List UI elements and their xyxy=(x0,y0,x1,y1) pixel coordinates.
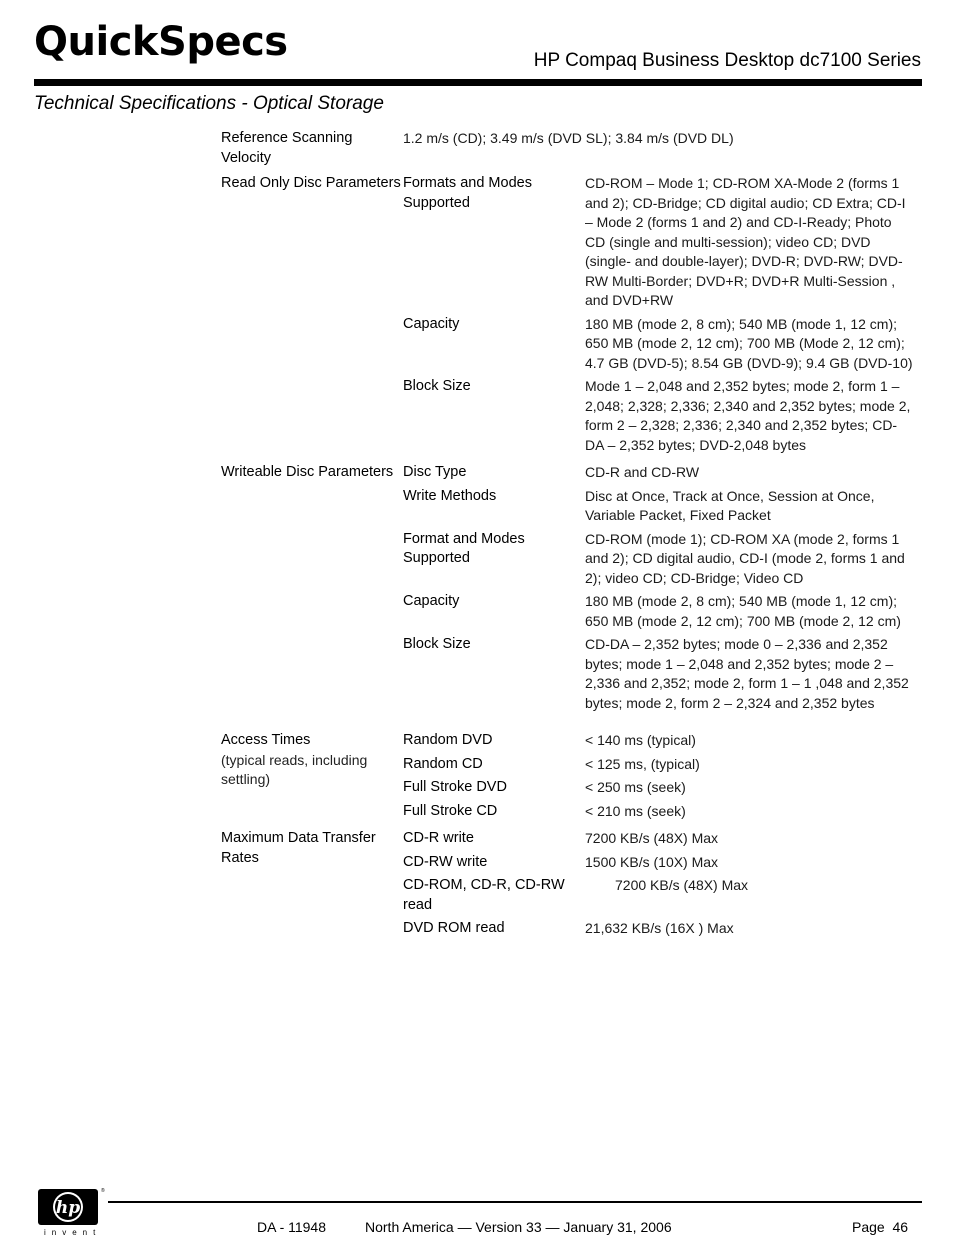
spec-value: < 250 ms (seek) xyxy=(585,779,686,795)
svg-text:hp: hp xyxy=(55,1198,81,1218)
spec-group-transfer-rates xyxy=(221,829,921,943)
spec-value: 7200 KB/s (48X) Max xyxy=(585,830,719,846)
spec-row xyxy=(403,919,921,939)
spec-value: CD-ROM (mode 1); CD-ROM XA (mode 2, forms 1 and 2); CD digital audio, CD-I (mode 2, forms 1 and 2); video CD; CD-Bridge; Video CD xyxy=(585,530,905,586)
spec-row xyxy=(403,778,921,798)
doc-version: North America — Version 33 — January 31, 2006 xyxy=(365,1219,672,1235)
spec-category: Writeable Disc Parameters xyxy=(221,464,394,480)
spec-row xyxy=(403,853,921,873)
spec-row xyxy=(403,592,921,631)
spec-label: Block Size xyxy=(403,636,471,652)
spec-row xyxy=(403,315,921,374)
spec-row xyxy=(403,802,921,822)
spec-value: < 125 ms, (typical) xyxy=(585,755,700,772)
spec-row xyxy=(403,487,921,526)
spec-label: Write Methods xyxy=(403,487,497,504)
spec-label: Block Size xyxy=(403,378,471,394)
spec-label: CD-RW write xyxy=(403,853,488,870)
header-rule xyxy=(34,79,922,86)
spec-label: Format and Modes Supported xyxy=(403,530,525,566)
spec-label: Capacity xyxy=(403,593,460,609)
footer-rule xyxy=(108,1201,922,1203)
spec-value: < 210 ms (seek) xyxy=(585,802,686,819)
spec-row xyxy=(403,377,921,455)
spec-value: 7200 KB/s (48X) Max xyxy=(615,877,749,893)
trademark-mark: ® xyxy=(101,1188,105,1194)
product-name: HP Compaq Business Desktop dc7100 Series xyxy=(533,50,921,71)
spec-value: 180 MB (mode 2, 8 cm); 540 MB (mode 1, 12 cm); 650 MB (mode 2, 12 cm); 700 MB (mode 2, 12 cm) xyxy=(585,593,901,629)
brand-title: QuickSpecs xyxy=(34,19,288,65)
spec-label: Disc Type xyxy=(403,464,467,480)
spec-category: Reference Scanning Velocity xyxy=(221,130,353,166)
spec-table xyxy=(221,129,921,947)
spec-value: 1.2 m/s (CD); 3.49 m/s (DVD SL); 3.84 m/s (DVD DL) xyxy=(403,130,734,146)
spec-label: Random DVD xyxy=(403,732,493,748)
spec-label: Full Stroke CD xyxy=(403,802,498,819)
spec-value: 180 MB (mode 2, 8 cm); 540 MB (mode 1, 12 cm); 650 MB (mode 2, 12 cm); 700 MB (Mode 2, 12 cm); 4.7 GB (DVD-5); 8.54 GB (DVD-9); 9.4 GB (DVD-10) xyxy=(585,315,913,371)
spec-row xyxy=(403,174,921,311)
spec-label: Full Stroke DVD xyxy=(403,779,507,795)
spec-label: DVD ROM read xyxy=(403,920,505,936)
spec-row xyxy=(403,463,921,483)
spec-row xyxy=(403,731,921,751)
hp-logo xyxy=(38,1189,98,1225)
spec-category xyxy=(221,731,403,790)
spec-row xyxy=(403,635,921,713)
logo-invent-text: invent xyxy=(44,1228,102,1237)
spec-category-label: Access Times xyxy=(221,732,311,748)
spec-group-read-only xyxy=(221,174,921,459)
spec-row xyxy=(403,876,921,915)
spec-value: CD-R and CD-RW xyxy=(585,464,700,480)
spec-label: CD-ROM, CD-R, CD-RW read xyxy=(403,877,565,913)
spec-label: Formats and Modes Supported xyxy=(403,175,532,211)
spec-group-writeable xyxy=(221,463,921,717)
spec-row xyxy=(403,530,921,589)
spec-value: Mode 1 – 2,048 and 2,352 bytes; mode 2, form 1 – 2,048; 2,328; 2,336; 2,340 and 2,352 bytes; mode 2, form 2 – 2,328; 2,336; 2,340 and 2,352 bytes; CD-DA – 2,352 bytes; DVD-2,048 bytes xyxy=(585,378,911,453)
spec-category: Maximum Data Transfer Rates xyxy=(221,830,376,866)
spec-value: 1500 KB/s (10X) Max xyxy=(585,853,719,870)
spec-category-note: (typical reads, including settling) xyxy=(221,751,368,787)
spec-value: < 140 ms (typical) xyxy=(585,732,696,748)
spec-value: 21,632 KB/s (16X ) Max xyxy=(585,920,734,936)
spec-value: CD-ROM – Mode 1; CD-ROM XA-Mode 2 (forms 1 and 2); CD-Bridge; CD digital audio; CD Extra; CD-I – Mode 2 (forms 1 and 2) and CD-I-Ready; Photo CD (single and multi-session); video CD; DVD (single- and double-layer); DVD-R; DVD-RW; DVD-RW Multi-Border; DVD+R; DVD+R Multi-Session , and DVD+RW xyxy=(585,175,906,308)
spec-value: Disc at Once, Track at Once, Session at Once, Variable Packet, Fixed Packet xyxy=(585,487,875,523)
spec-category: Read Only Disc Parameters xyxy=(221,175,401,191)
spec-label: Capacity xyxy=(403,315,460,332)
spec-group-scan-velocity xyxy=(221,129,921,168)
spec-value: CD-DA – 2,352 bytes; mode 0 – 2,336 and 2,352 bytes; mode 1 – 2,048 and 2,352 bytes; mode 2 – 2,336 and 2,352; mode 2, form 1 – 1 ,048 and 2,352 bytes; mode 2, form 2 – 2,324 and 2,352 bytes xyxy=(585,636,909,711)
spec-row xyxy=(403,829,921,849)
spec-label: Random CD xyxy=(403,755,483,772)
section-title: Technical Specifications - Optical Storage xyxy=(34,93,384,114)
spec-label: CD-R write xyxy=(403,830,474,846)
doc-id: DA - 11948 xyxy=(257,1219,327,1235)
page-number: Page 46 xyxy=(852,1219,909,1235)
spec-row xyxy=(403,755,921,775)
spec-row xyxy=(403,129,921,149)
spec-group-access-times xyxy=(221,731,921,825)
